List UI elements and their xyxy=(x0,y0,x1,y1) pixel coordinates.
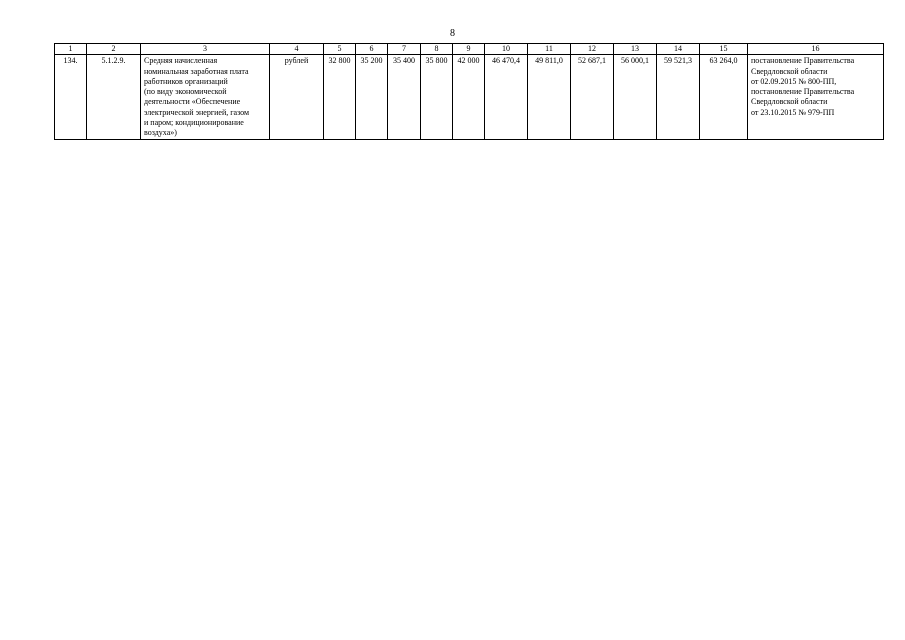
value-cell: 46 470,4 xyxy=(485,55,528,139)
table-header-row xyxy=(55,44,884,55)
value-cell: 59 521,3 xyxy=(657,55,700,139)
header-cell: 16 xyxy=(748,44,884,55)
indicator-table xyxy=(54,43,884,140)
header-cell: 6 xyxy=(356,44,388,55)
indicator-name xyxy=(141,55,270,139)
source-line: Свердловской области xyxy=(751,97,828,107)
source-line: постановление Правительства xyxy=(751,56,855,66)
source-line: постановление Правительства xyxy=(751,87,855,97)
header-cell: 5 xyxy=(324,44,356,55)
source-line: от 02.09.2015 № 800-ПП, xyxy=(751,76,837,86)
indicator-line: номинальная заработная плата xyxy=(144,66,249,76)
value-cell: 52 687,1 xyxy=(571,55,614,139)
indicator-line: и паром; кондиционирование xyxy=(144,118,244,128)
header-cell: 14 xyxy=(657,44,700,55)
indicator-line: Средняя начисленная xyxy=(144,56,218,66)
value-cell: 63 264,0 xyxy=(700,55,748,139)
header-cell: 11 xyxy=(528,44,571,55)
header-cell: 8 xyxy=(421,44,453,55)
header-cell: 15 xyxy=(700,44,748,55)
unit-cell: рублей xyxy=(270,55,324,139)
header-cell: 7 xyxy=(388,44,421,55)
header-cell: 12 xyxy=(571,44,614,55)
value-cell: 42 000 xyxy=(453,55,485,139)
indicator-line: (по виду экономической xyxy=(144,87,227,97)
value-cell: 49 811,0 xyxy=(528,55,571,139)
value-cell: 35 200 xyxy=(356,55,388,139)
value-cell: 32 800 xyxy=(324,55,356,139)
value-cell: 35 800 xyxy=(421,55,453,139)
header-cell: 13 xyxy=(614,44,657,55)
row-code: 5.1.2.9. xyxy=(87,55,141,139)
value-cell: 35 400 xyxy=(388,55,421,139)
value-cell: 56 000,1 xyxy=(614,55,657,139)
page-number: 8 xyxy=(450,28,455,39)
indicator-line: работников организаций xyxy=(144,76,228,86)
table-row xyxy=(55,55,884,139)
header-cell: 2 xyxy=(87,44,141,55)
source-line: Свердловской области xyxy=(751,66,828,76)
source-cell xyxy=(748,55,884,139)
row-number: 134. xyxy=(55,55,87,139)
indicator-line: деятельности «Обеспечение xyxy=(144,97,241,107)
indicator-line: воздуха») xyxy=(144,128,177,138)
header-cell: 9 xyxy=(453,44,485,55)
indicator-line: электрической энергией, газом xyxy=(144,107,250,117)
header-cell: 10 xyxy=(485,44,528,55)
header-cell: 1 xyxy=(55,44,87,55)
header-cell: 4 xyxy=(270,44,324,55)
source-line: от 23.10.2015 № 979-ПП xyxy=(751,107,835,117)
header-cell: 3 xyxy=(141,44,270,55)
